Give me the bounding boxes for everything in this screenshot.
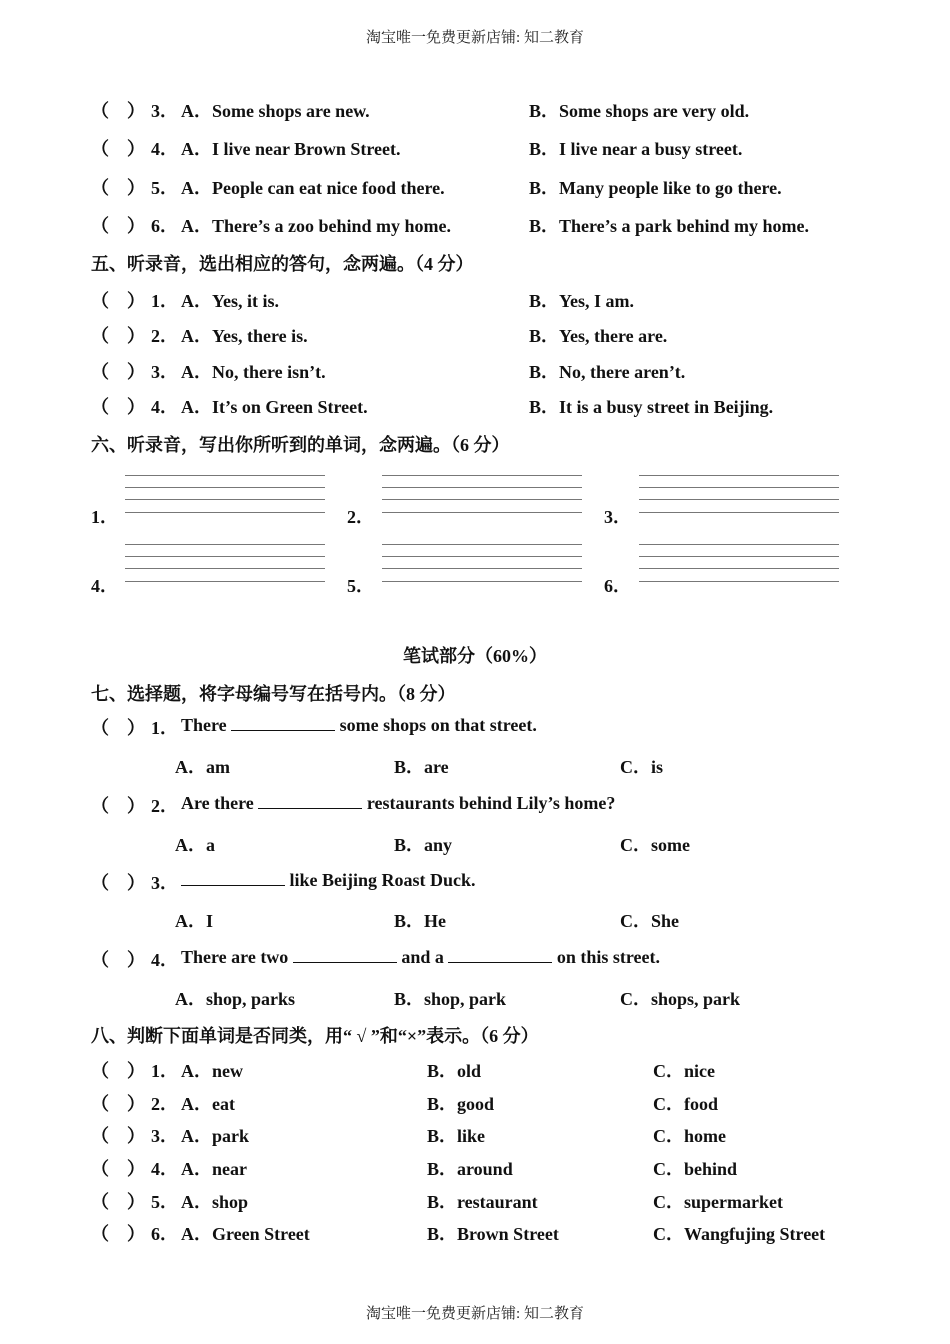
question-number: 1．: [151, 1061, 178, 1081]
question-row: [91, 1122, 891, 1150]
writing-label: 2．: [347, 507, 374, 527]
option-a: A．People can eat nice food there.: [181, 178, 445, 198]
answer-bracket[interactable]: （ ）: [91, 1159, 145, 1179]
option-c: C．Wangfujing Street: [653, 1224, 826, 1244]
question-number: 4．: [151, 950, 178, 970]
question-row: [91, 1057, 891, 1085]
option-a: A．shop, parks: [175, 989, 296, 1009]
question-number: 2．: [151, 796, 178, 816]
fill-blank[interactable]: [258, 792, 362, 809]
option-b: B．Brown Street: [427, 1224, 559, 1244]
writing-lines[interactable]: [639, 544, 839, 582]
option-b: B．like: [427, 1126, 486, 1146]
question-row: [91, 792, 891, 820]
question-text: There some shops on that street.: [181, 715, 537, 735]
option-b: B．are: [394, 757, 449, 777]
option-a: A．Some shops are new.: [181, 101, 370, 121]
question-number: 2．: [151, 1094, 178, 1114]
option-a: A．near: [181, 1159, 247, 1179]
question-number: 3．: [151, 101, 178, 121]
option-b: B．I live near a busy street.: [529, 139, 743, 159]
question-number: 3．: [151, 873, 178, 893]
fill-blank[interactable]: [448, 946, 552, 963]
fill-blank[interactable]: [231, 714, 335, 731]
question-row: [91, 946, 891, 974]
option-a: A．am: [175, 757, 230, 777]
writing-lines[interactable]: [639, 475, 839, 513]
question-row: [91, 714, 891, 742]
section-title-7: 七、选择题，将字母编号写在括号内。（8 分）: [91, 684, 456, 704]
section-title-8: 八、判断下面单词是否同类，用“ √ ”和“×”表示。（6 分）: [91, 1026, 539, 1046]
option-c: C．supermarket: [653, 1192, 783, 1212]
writing-lines[interactable]: [382, 544, 582, 582]
question-number: 4．: [151, 139, 178, 159]
question-number: 6．: [151, 216, 178, 236]
option-b: B．restaurant: [427, 1192, 538, 1212]
option-b: B．Yes, there are.: [529, 326, 668, 346]
answer-bracket[interactable]: （ ）: [91, 101, 145, 121]
answer-bracket[interactable]: （ ）: [91, 1192, 145, 1212]
question-row: [91, 135, 891, 163]
question-number: 3．: [151, 1126, 178, 1146]
option-a: A．a: [175, 835, 215, 855]
answer-bracket[interactable]: （ ）: [91, 397, 145, 417]
question-number: 2．: [151, 326, 178, 346]
answer-bracket[interactable]: （ ）: [91, 326, 145, 346]
answer-bracket[interactable]: （ ）: [91, 216, 145, 236]
option-b: B．Some shops are very old.: [529, 101, 750, 121]
option-c: C．shops, park: [620, 989, 741, 1009]
writing-lines[interactable]: [125, 475, 325, 513]
question-row: [91, 174, 891, 202]
answer-bracket[interactable]: （ ）: [91, 1126, 145, 1146]
option-a: A．new: [181, 1061, 243, 1081]
question-number: 4．: [151, 1159, 178, 1179]
question-text: There are two and a on this street.: [181, 947, 661, 967]
fill-blank[interactable]: [293, 946, 397, 963]
option-a: A．eat: [181, 1094, 235, 1114]
option-b: B．shop, park: [394, 989, 507, 1009]
question-row: [91, 1155, 891, 1183]
option-a: A．No, there isn’t.: [181, 362, 326, 382]
option-b: B．Many people like to go there.: [529, 178, 782, 198]
answer-bracket[interactable]: （ ）: [91, 796, 145, 816]
option-a: A．Yes, there is.: [181, 326, 308, 346]
section-title-5: 五、听录音，选出相应的答句，念两遍。（4 分）: [91, 254, 474, 274]
option-a: A．It’s on Green Street.: [181, 397, 368, 417]
question-row: [91, 287, 891, 315]
section-title-6: 六、听录音，写出你所听到的单词，念两遍。（6 分）: [91, 435, 510, 455]
options-row: [91, 753, 891, 781]
answer-bracket[interactable]: （ ）: [91, 362, 145, 382]
answer-bracket[interactable]: （ ）: [91, 291, 145, 311]
answer-bracket[interactable]: （ ）: [91, 178, 145, 198]
writing-label: 4．: [91, 576, 118, 596]
option-a: A．park: [181, 1126, 250, 1146]
option-b: B．No, there aren’t.: [529, 362, 686, 382]
option-b: B．Yes, I am.: [529, 291, 635, 311]
question-row: [91, 322, 891, 350]
option-c: C．is: [620, 757, 664, 777]
option-a: A．There’s a zoo behind my home.: [181, 216, 451, 236]
page-footer: 淘宝唯一免费更新店铺: 知二教育: [366, 1306, 584, 1322]
question-text: Are there restaurants behind Lily’s home?: [181, 793, 616, 813]
option-a: A．I live near Brown Street.: [181, 139, 401, 159]
question-row: [91, 1220, 891, 1248]
question-row: [91, 869, 891, 897]
option-c: C．home: [653, 1126, 726, 1146]
option-a: A．I: [175, 911, 214, 931]
option-a: A．Green Street: [181, 1224, 310, 1244]
question-number: 4．: [151, 397, 178, 417]
question-row: [91, 1090, 891, 1118]
option-b: B．good: [427, 1094, 495, 1114]
answer-bracket[interactable]: （ ）: [91, 139, 145, 159]
answer-bracket[interactable]: （ ）: [91, 718, 145, 738]
option-b: B．It is a busy street in Beijing.: [529, 397, 774, 417]
option-c: C．nice: [653, 1061, 715, 1081]
option-b: B．old: [427, 1061, 482, 1081]
writing-lines[interactable]: [125, 544, 325, 582]
question-text: like Beijing Roast Duck.: [181, 869, 476, 891]
options-row: [91, 831, 891, 859]
option-a: A．shop: [181, 1192, 249, 1212]
option-b: B．around: [427, 1159, 513, 1179]
options-row: [91, 907, 891, 935]
page-header: 淘宝唯一免费更新店铺: 知二教育: [366, 30, 584, 46]
writing-label: 5．: [347, 576, 374, 596]
question-row: [91, 358, 891, 386]
option-b: B．There’s a park behind my home.: [529, 216, 810, 236]
writing-label: 3．: [604, 507, 631, 527]
question-row: [91, 1188, 891, 1216]
question-number: 5．: [151, 1192, 178, 1212]
question-number: 1．: [151, 291, 178, 311]
fill-blank[interactable]: [181, 869, 285, 886]
option-b: B．He: [394, 911, 446, 931]
option-c: C．behind: [653, 1159, 738, 1179]
written-part-title: 笔试部分（60%）: [403, 646, 547, 666]
answer-bracket[interactable]: （ ）: [91, 1061, 145, 1081]
writing-lines[interactable]: [382, 475, 582, 513]
answer-bracket[interactable]: （ ）: [91, 1094, 145, 1114]
answer-bracket[interactable]: （ ）: [91, 1224, 145, 1244]
options-row: [91, 985, 891, 1013]
option-a: A．Yes, it is.: [181, 291, 279, 311]
question-number: 6．: [151, 1224, 178, 1244]
question-number: 3．: [151, 362, 178, 382]
question-number: 5．: [151, 178, 178, 198]
option-c: C．some: [620, 835, 690, 855]
question-row: [91, 97, 891, 125]
question-number: 1．: [151, 718, 178, 738]
answer-bracket[interactable]: （ ）: [91, 950, 145, 970]
option-b: B．any: [394, 835, 453, 855]
answer-bracket[interactable]: （ ）: [91, 873, 145, 893]
writing-label: 6．: [604, 576, 631, 596]
question-row: [91, 393, 891, 421]
question-row: [91, 212, 891, 240]
writing-label: 1．: [91, 507, 118, 527]
option-c: C．food: [653, 1094, 719, 1114]
option-c: C．She: [620, 911, 680, 931]
